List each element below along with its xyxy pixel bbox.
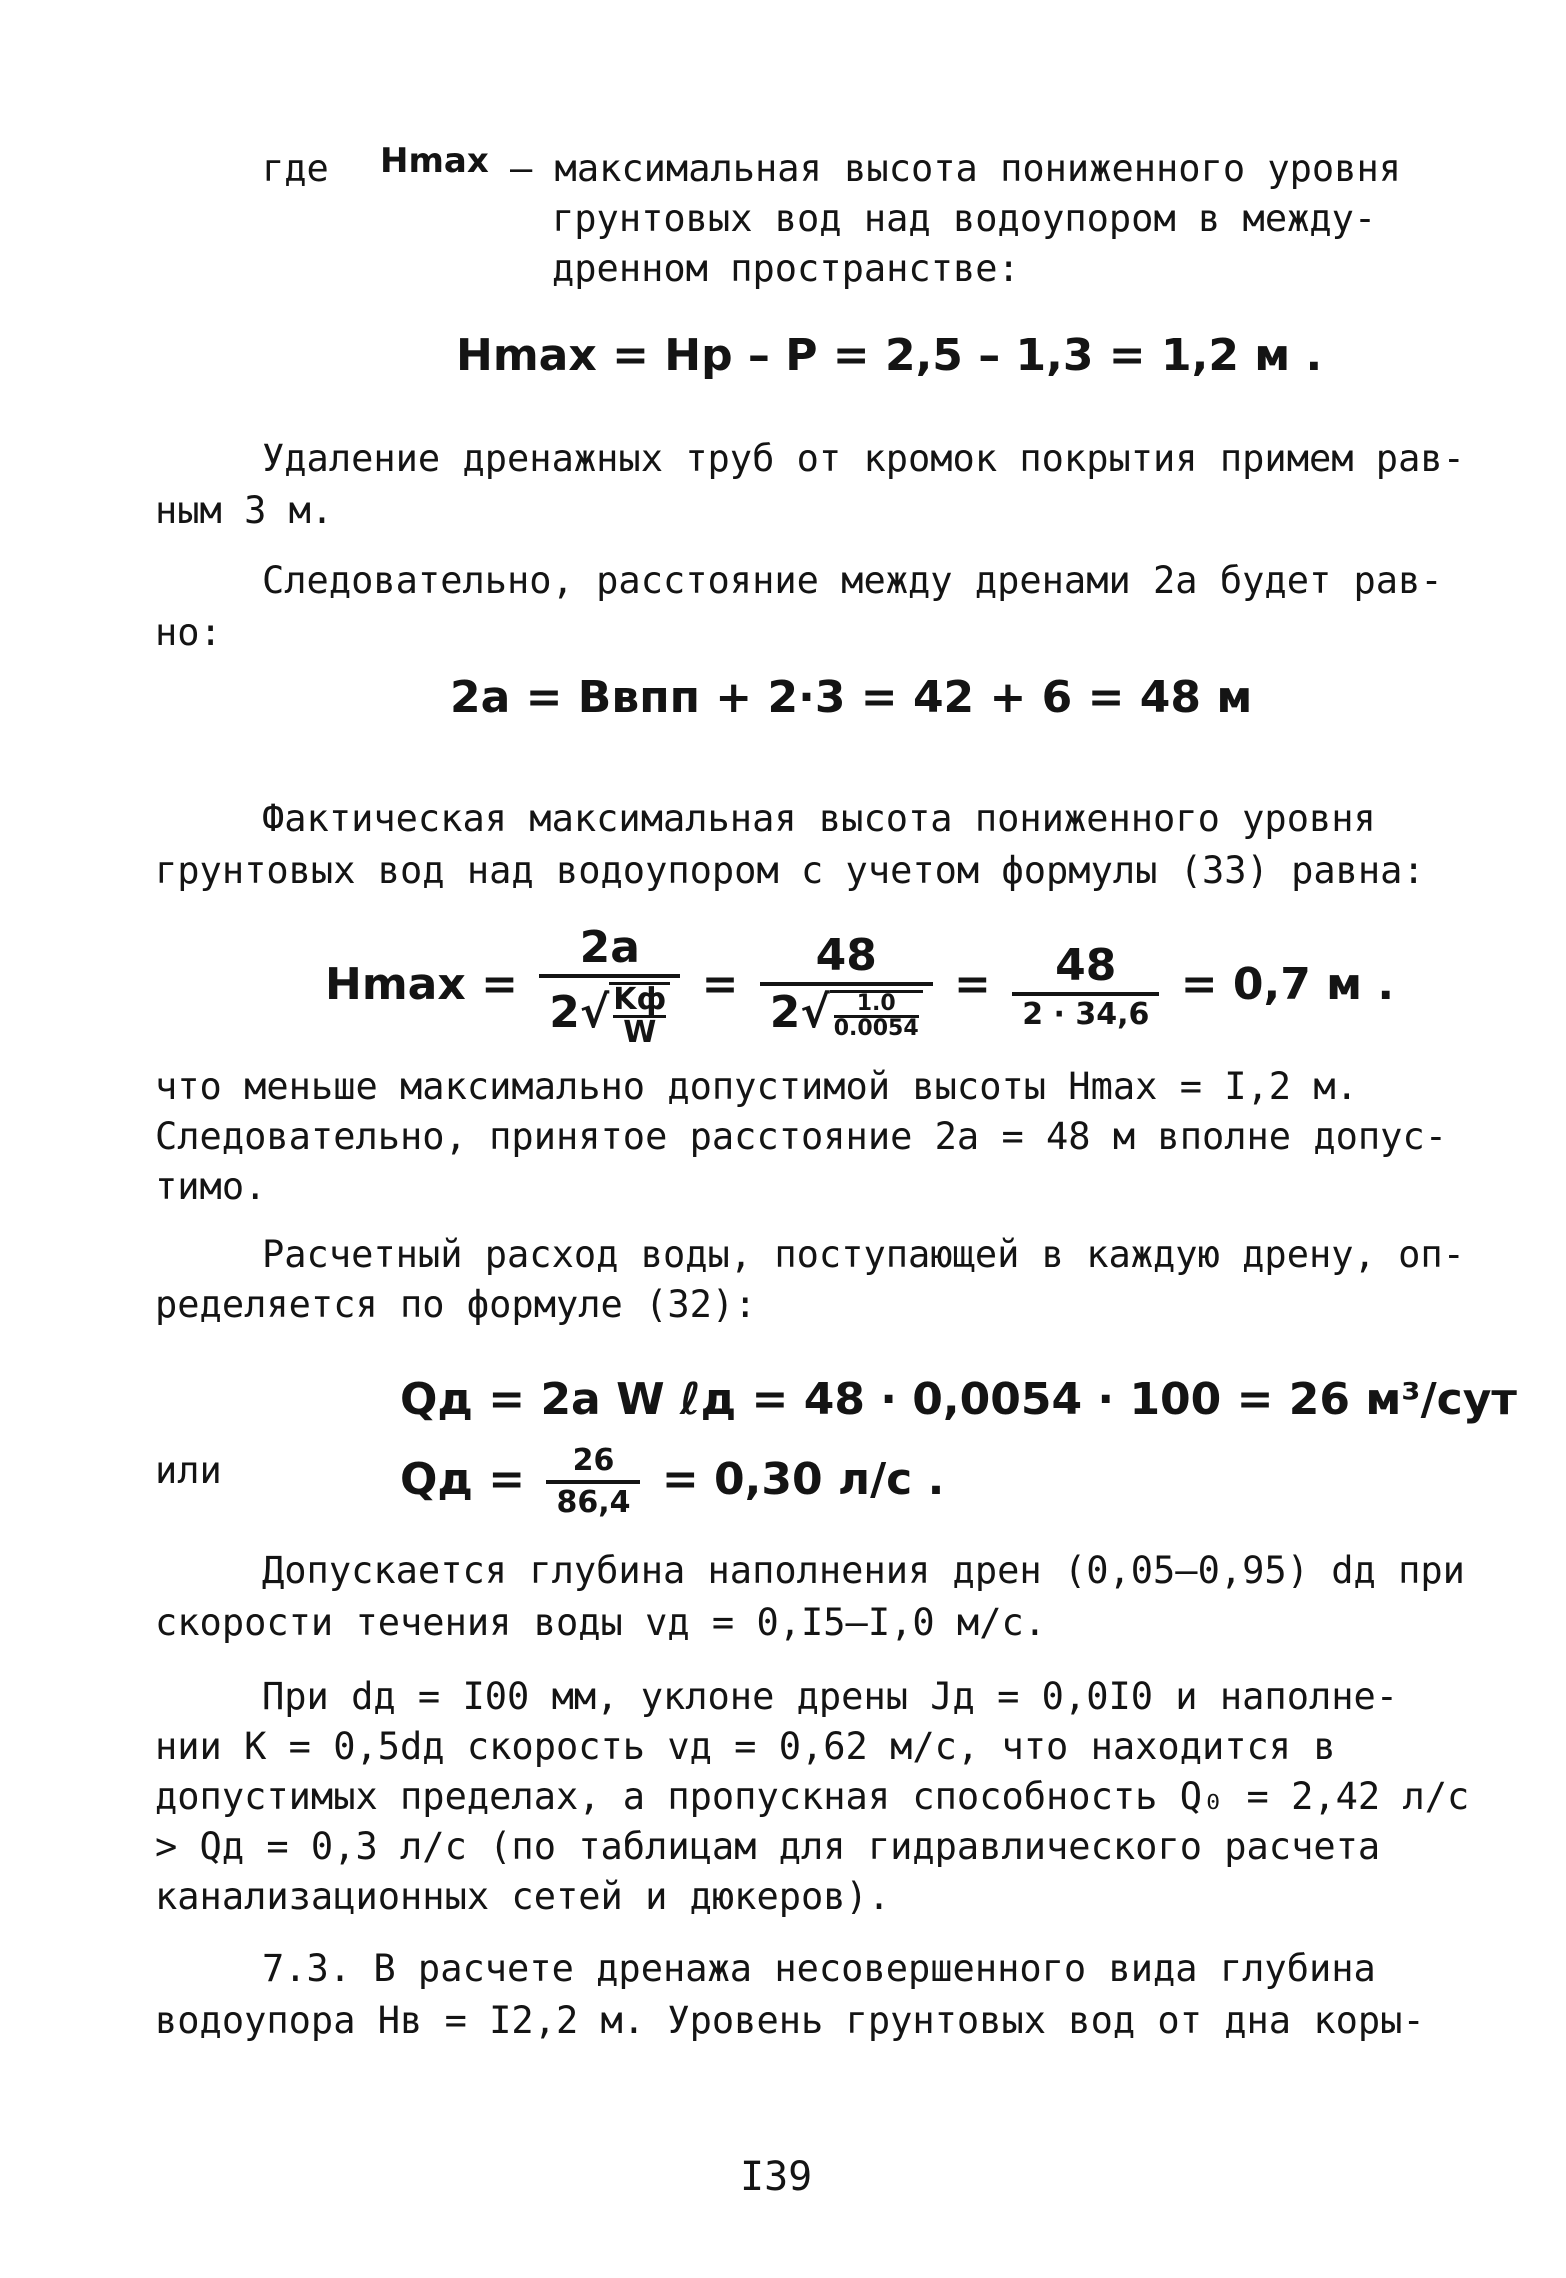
paragraph-5-line-1: Расчетный расход воды, поступающей в каждую дрену, оп-	[262, 1233, 1465, 1276]
paragraph-3-line-2: грунтовых вод над водоупором с учетом формулы (33) равна:	[155, 849, 1425, 892]
w-symbol: W	[623, 1015, 657, 1050]
fraction-4-numerator: 26	[546, 1446, 640, 1484]
formula-3-result: = 0,7 м .	[1180, 959, 1395, 1010]
fraction-1	[539, 922, 680, 1050]
paragraph-2-line-2: но:	[155, 611, 222, 654]
fraction-3-denominator: 2 · 34,6	[1022, 997, 1150, 1032]
radicand-denominator: 0.0054	[833, 1016, 919, 1041]
radicand-numerator: 1.0	[834, 993, 919, 1018]
fraction-1-numerator: 2а	[539, 926, 680, 978]
paragraph-2-line-1: Следовательно, расстояние между дренами 2а будет рав-	[262, 559, 1443, 602]
fraction-3-numerator: 48	[1012, 944, 1159, 996]
formula-drain-spacing: 2а = Bвпп + 2·3 = 42 + 6 = 48 м	[450, 672, 1253, 723]
or-label: или	[155, 1449, 222, 1492]
paragraph-6-line-1: Допускается глубина наполнения дрен (0,05–0,95) dд при	[262, 1549, 1465, 1592]
page-number: I39	[740, 2154, 813, 2200]
paragraph-4-line-1: что меньше максимально допустимой высоты Hmax = I,2 м.	[155, 1065, 1358, 1108]
paragraph-1-line-2: ным 3 м.	[155, 489, 334, 532]
paragraph-8-line-2: водоупора Hв = I2,2 м. Уровень грунтовых вод от дна коры-	[155, 1999, 1425, 2042]
paragraph-1-line-1: Удаление дренажных труб от кромок покрытия примем рав-	[262, 437, 1465, 480]
fraction-2-numerator: 48	[760, 934, 933, 986]
paragraph-7-line-4: > Qд = 0,3 л/с (по таблицам для гидравлического расчета	[155, 1825, 1381, 1868]
paragraph-3-line-1: Фактическая максимальная высота пониженного уровня	[262, 797, 1376, 840]
fraction-2-denominator: 2√ $\frac{1.0}{0.0054}$	[760, 986, 933, 1040]
paragraph-4-line-2: Следовательно, принятое расстояние 2а = 48 м вполне допус-	[155, 1115, 1448, 1158]
formula-hmax: Hmax = Hр – P = 2,5 – 1,3 = 1,2 м .	[456, 330, 1323, 381]
paragraph-4-line-3: тимо.	[155, 1165, 267, 1208]
where-word: где	[262, 147, 329, 190]
definition-line-3: дренном пространстве:	[552, 247, 1020, 290]
paragraph-7-line-2: нии K = 0,5dд скорость vд = 0,62 м/с, что находится в	[155, 1725, 1336, 1768]
formula-5-lhs: Qд =	[400, 1454, 526, 1505]
formula-flow-rate-ls	[400, 1443, 945, 1520]
formula-flow-rate: Qд = 2а W ℓд = 48 · 0,0054 · 100 = 26 м³/сут	[400, 1374, 1517, 1425]
formula-3-eq-2: =	[953, 959, 991, 1010]
formula-3-eq-1: =	[701, 959, 739, 1010]
formula-5-rhs: = 0,30 л/с .	[661, 1454, 945, 1505]
fraction-4-denominator: 86,4	[556, 1485, 631, 1520]
paragraph-5-line-2: ределяется по формуле (32):	[155, 1283, 757, 1326]
paragraph-8-line-1: 7.3. В расчете дренажа несовершенного вида глубина	[262, 1947, 1376, 1990]
paragraph-6-line-2: скорости течения воды vд = 0,I5–I,0 м/с.	[155, 1601, 1047, 1644]
formula-actual-hmax	[325, 922, 1395, 1050]
hmax-symbol: Hmax	[380, 141, 489, 181]
paragraph-7-line-1: При dд = I00 мм, уклоне дрены Jд = 0,0I0 и наполне-	[262, 1675, 1399, 1718]
kf-symbol: Kф	[613, 982, 667, 1017]
fraction-3	[1012, 940, 1159, 1032]
definition-line-2: грунтовых вод над водоупором в между-	[552, 197, 1377, 240]
fraction-2	[760, 930, 933, 1041]
fraction-1-denominator: 2√ Kф W	[539, 978, 680, 1048]
paragraph-7-line-3: допустимых пределах, а пропускная способность Q₀ = 2,42 л/с	[155, 1775, 1470, 1818]
formula-3-lhs: Hmax =	[325, 959, 518, 1010]
definition-line-1: – максимальная высота пониженного уровня	[510, 147, 1402, 190]
fraction-4	[546, 1443, 640, 1520]
paragraph-7-line-5: канализационных сетей и дюкеров).	[155, 1875, 891, 1918]
